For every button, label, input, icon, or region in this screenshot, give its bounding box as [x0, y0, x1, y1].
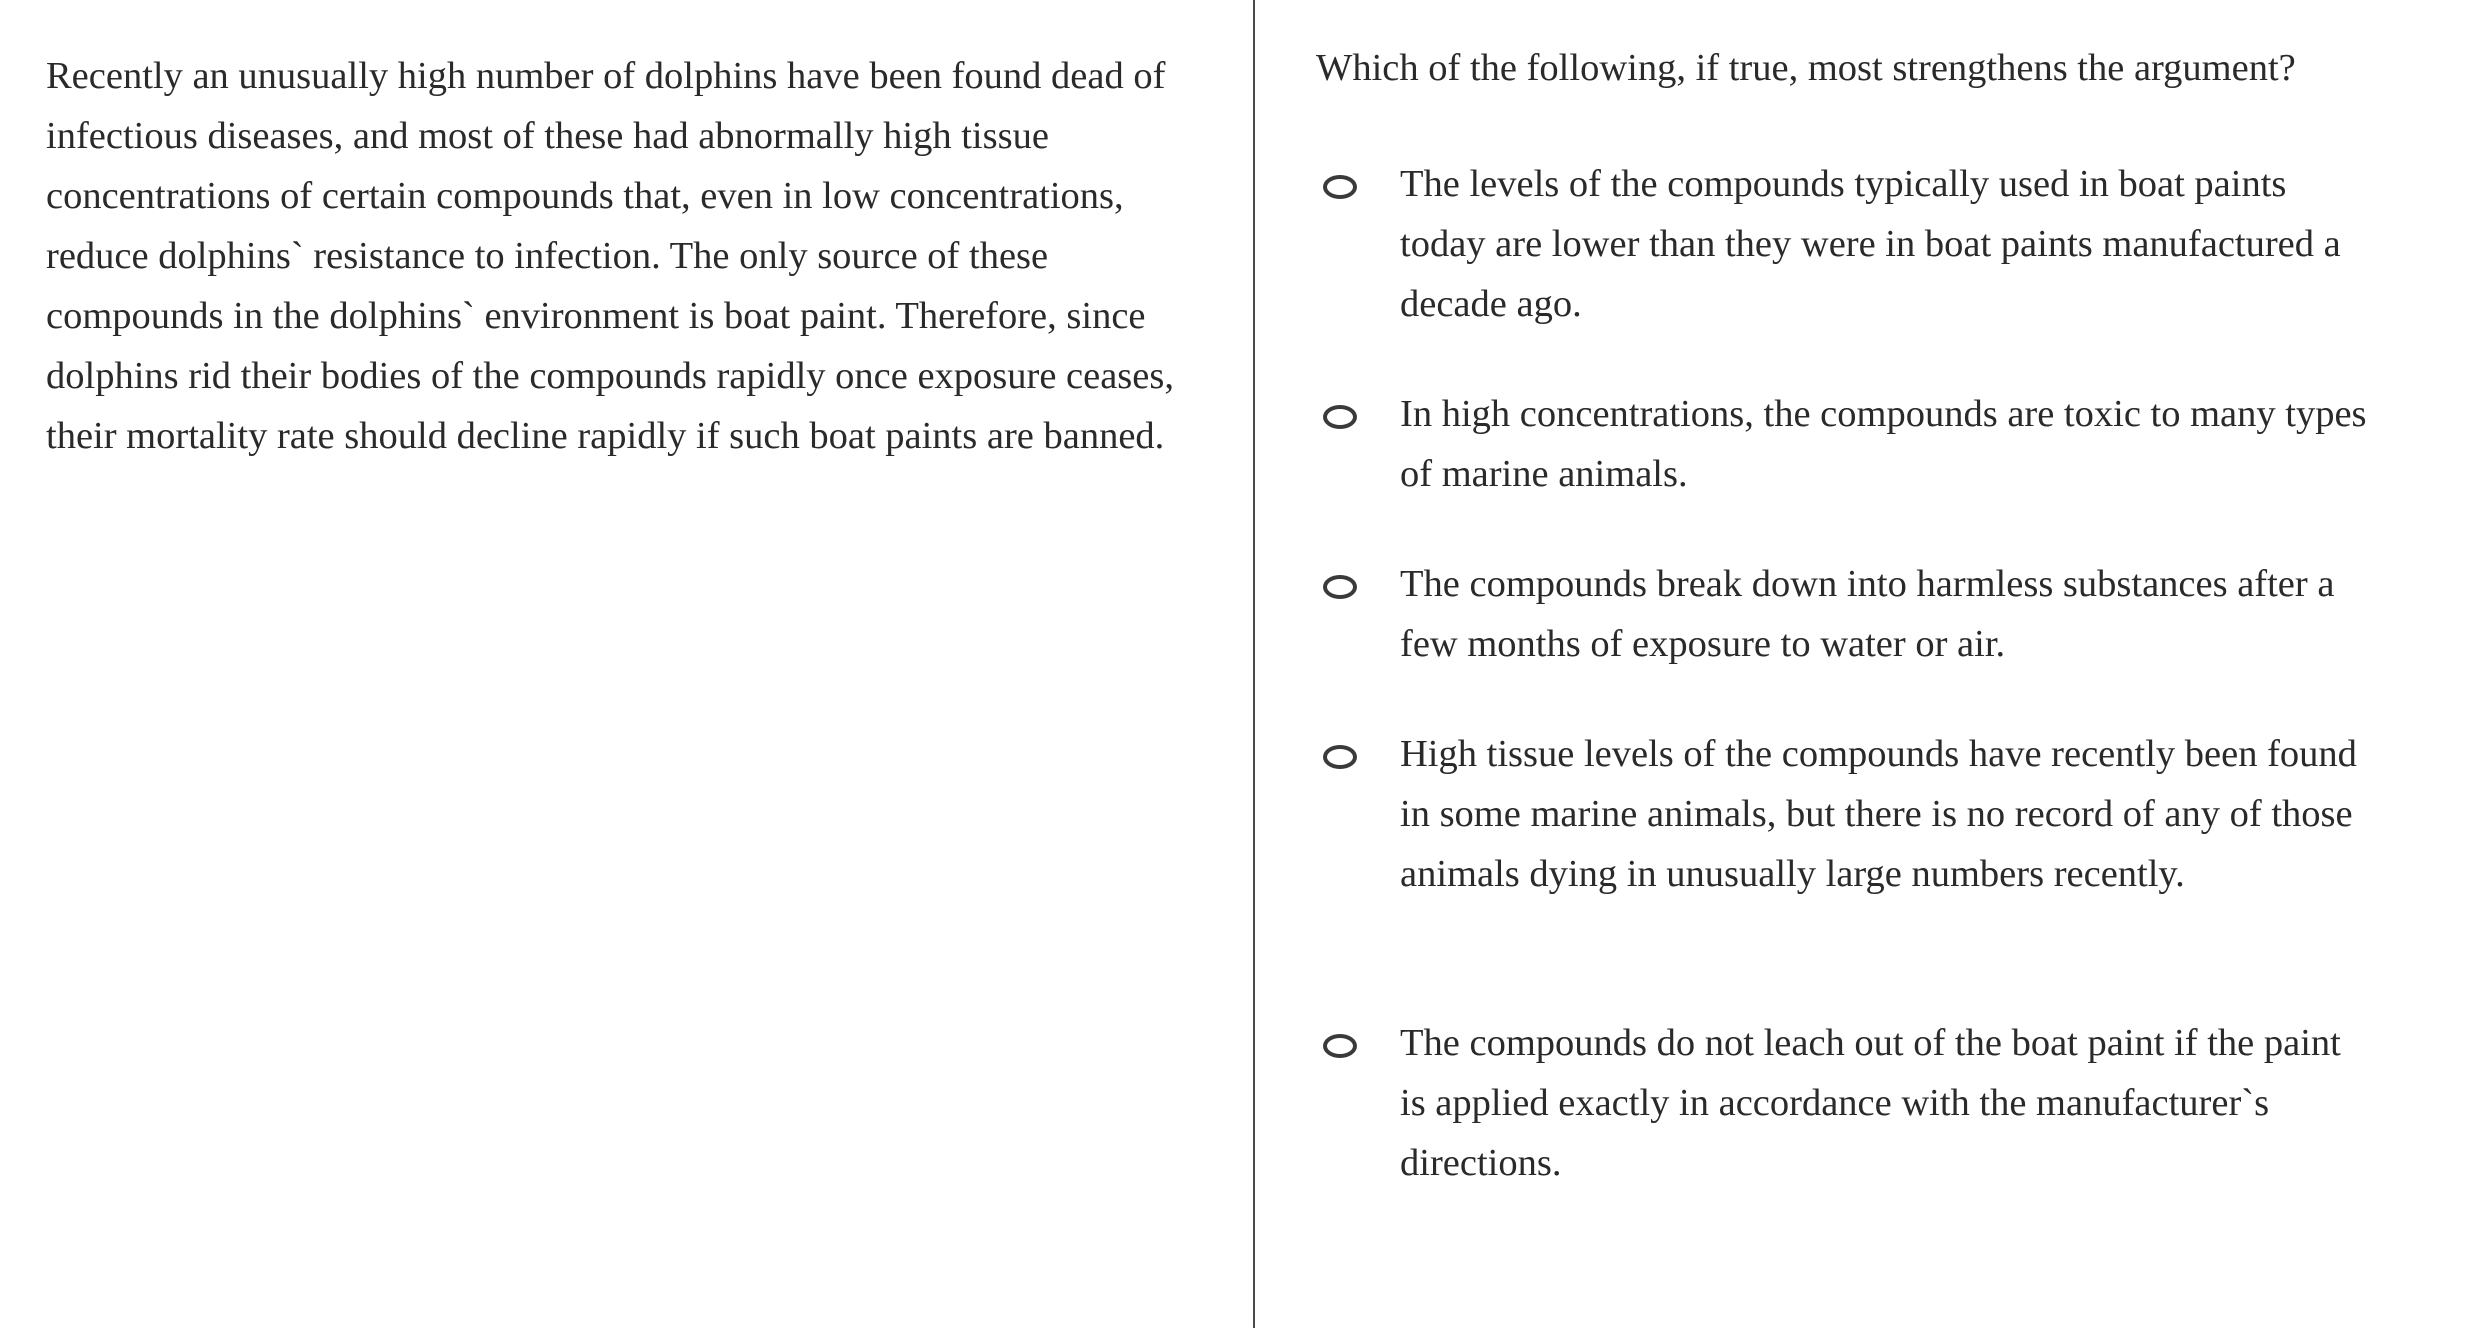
- question-stem: Which of the following, if true, most strengthens the argument?: [1316, 47, 2296, 89]
- answer-option-label[interactable]: In high concentrations, the compounds are toxic to many types of marine animals.: [1400, 393, 2367, 495]
- answer-option-label[interactable]: The compounds break down into harmless substances after a few months of exposure to water or air.: [1400, 563, 2335, 665]
- question-pane: [1255, 0, 2492, 1328]
- answer-option-label[interactable]: The levels of the compounds typically used in boat paints today are lower than they were in boat paints manufactured a decade ago.: [1400, 163, 2341, 325]
- radio-button-icon[interactable]: [1323, 575, 1357, 599]
- radio-button-icon[interactable]: [1323, 175, 1357, 199]
- answer-option-label[interactable]: The compounds do not leach out of the boat paint if the paint is applied exactly in accordance with the manufacturer`s directions.: [1400, 1022, 2341, 1184]
- passage-text: Recently an unusually high number of dolphins have been found dead of infectious diseases, and most of these had abnormally high tissue concentrations of certain compounds that, even in low concentrations, reduce dolphins` resistance to infection. The only source of these compounds in the dolphins` environment is boat paint. Therefore, since dolphins rid their bodies of the compounds rapidly once exposure ceases, their mortality rate should decline rapidly if such boat paints are banned.: [46, 55, 1174, 457]
- radio-button-icon[interactable]: [1323, 1034, 1357, 1058]
- radio-button-icon[interactable]: [1323, 745, 1357, 769]
- answer-option-label[interactable]: High tissue levels of the compounds have recently been found in some marine animals, but there is no record of any of those animals dying in unusually large numbers recently.: [1400, 733, 2357, 895]
- radio-button-icon[interactable]: [1323, 405, 1357, 429]
